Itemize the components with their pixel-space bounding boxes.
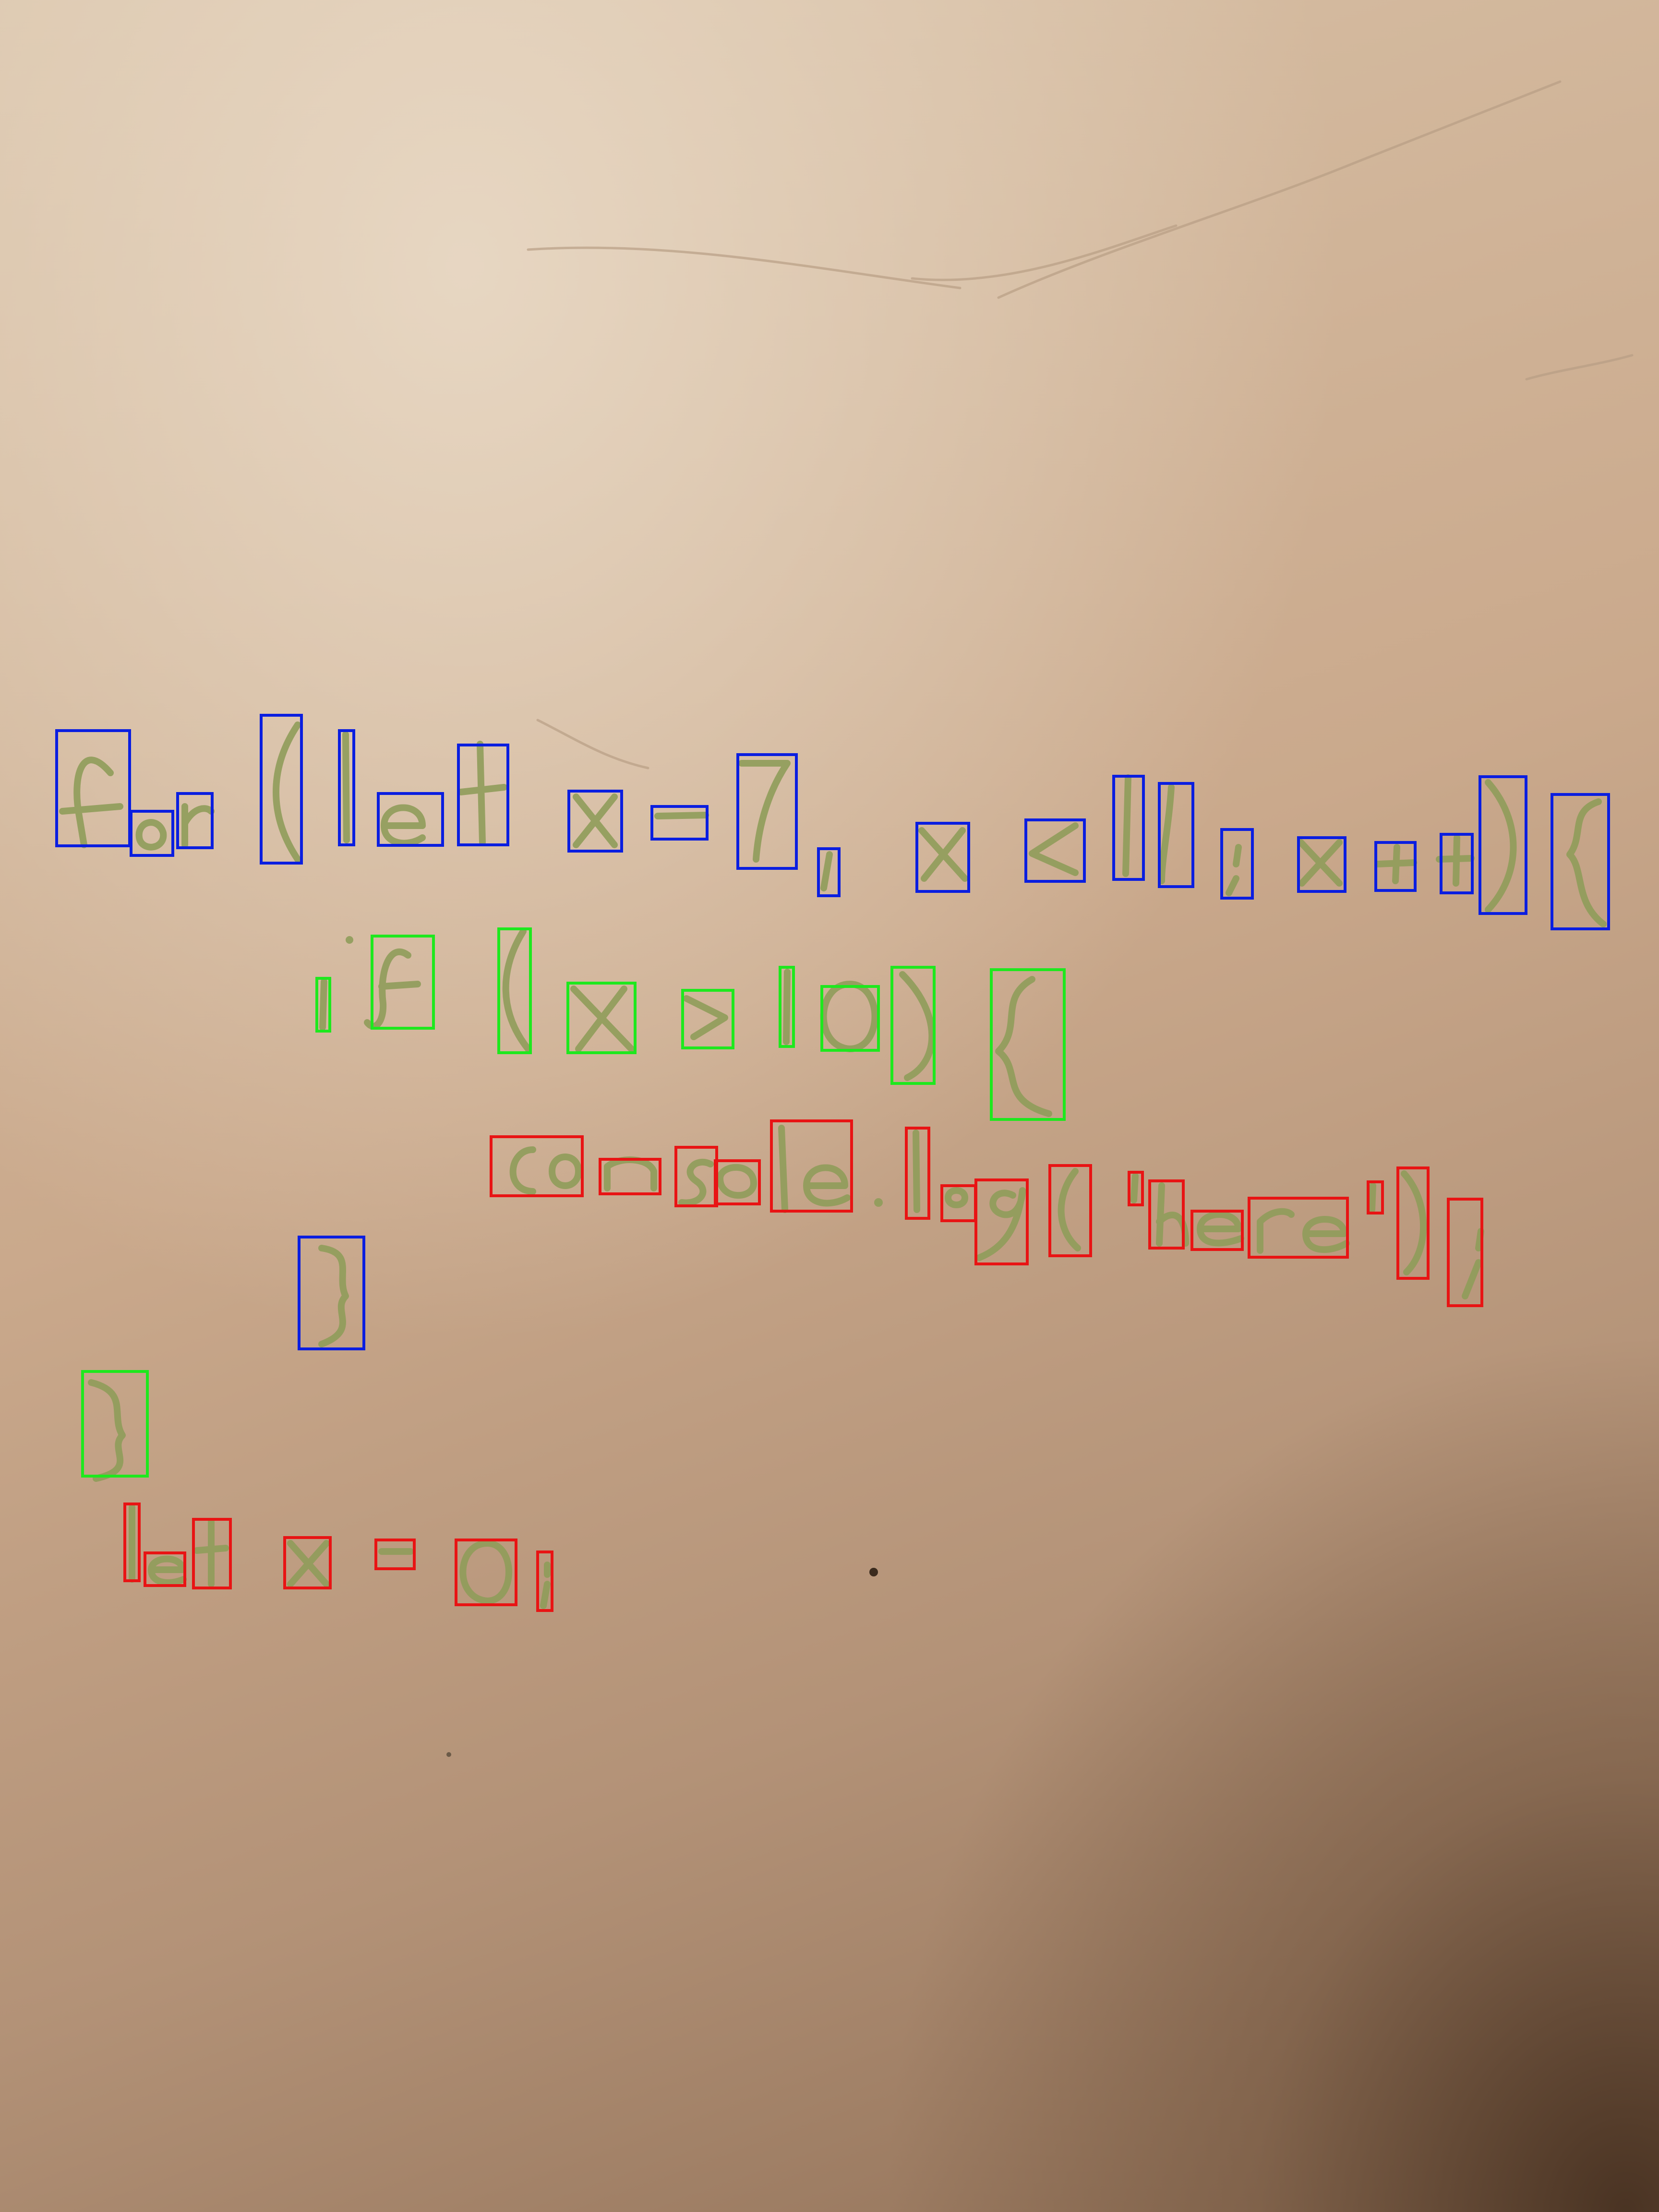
handwriting-line-3-ink — [513, 1128, 1481, 1296]
handwriting-line-1-ink — [62, 725, 1603, 924]
line-2-if-statement — [317, 929, 1064, 1119]
line-4-closing-brace — [299, 1237, 364, 1349]
line-1-for-loop — [57, 715, 1609, 929]
handwriting-line-5-ink — [91, 1382, 122, 1479]
handwriting-line-2-ink — [323, 931, 1049, 1114]
char-boxes-line-1 — [57, 715, 1609, 929]
paper-cracks — [528, 82, 1632, 768]
line-6-let-declaration — [125, 1504, 552, 1611]
line-3-console-log — [491, 1121, 1482, 1306]
handwriting-line-4-ink — [322, 1248, 346, 1344]
paper-speck — [869, 1568, 878, 1576]
char-boxes-line-3 — [491, 1121, 1482, 1306]
char-boxes-line-6 — [125, 1504, 552, 1611]
char-boxes-line-2 — [317, 929, 1064, 1119]
paper-speck — [446, 1752, 451, 1757]
line-5-closing-brace — [83, 1371, 147, 1479]
